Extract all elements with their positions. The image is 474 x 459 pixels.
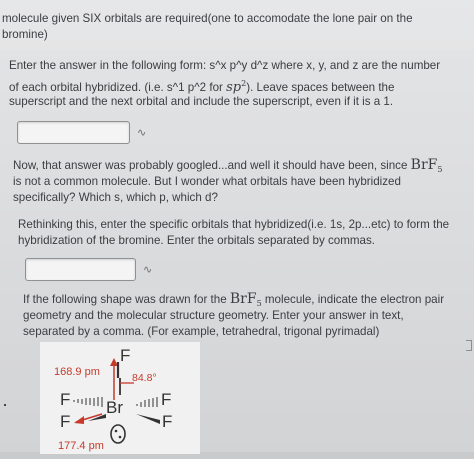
- brf5-molecule-figure: [40, 342, 200, 454]
- part3-line-1: Rethinking this, enter the specific orbitals that hybridized(i.e. 1s, 2p...etc) to form the: [18, 218, 450, 231]
- part4-line-2: geometry and the molecular structure geometry. Enter your answer in text,: [23, 309, 404, 322]
- right-hashed-bond: [137, 397, 157, 407]
- part2-line-2: is not a common molecule. But I wonder what orbitals have been hybridized: [13, 175, 401, 188]
- part1-line-1: Enter the answer in the following form: s^x p^y d^z where x, y, and z are the number: [9, 59, 441, 72]
- right-hashed-fluorine: F: [161, 390, 172, 409]
- intro-line-1: molecule given SIX orbitals are required(one to accomodate the lone pair on the: [2, 12, 413, 25]
- bottom-measure-arrowhead: [74, 416, 84, 424]
- brf-text: BrF: [229, 291, 257, 307]
- part1-line-2b: ). Leave spaces between the: [246, 81, 395, 94]
- brf5-formula: [230, 291, 262, 307]
- right-wedge-fluorine: F: [162, 412, 173, 431]
- lone-pair-electron: [115, 430, 118, 433]
- part2-line-1a: Now, that answer was probably googled...and well it should have been, since: [13, 159, 411, 172]
- bond-angle-label: 84.8°: [132, 372, 157, 384]
- right-wedge-bond: [136, 414, 160, 424]
- hybridization-answer-input[interactable]: [17, 121, 130, 144]
- left-hashed-bond: [74, 397, 102, 407]
- part4-line-3: separated by a comma. (For example, tetrahedral, trigonal pyrimadal): [23, 325, 380, 338]
- sp-exponent: 2: [241, 79, 247, 88]
- part2-line-3: specifically? Which s, which p, which d?: [13, 191, 218, 204]
- brf-subscript: 5: [437, 165, 443, 174]
- part4-line-1a: If the following shape was drawn for the: [23, 293, 230, 306]
- intro-line-2: bromine): [2, 28, 48, 41]
- top-measure-arrowhead: [110, 358, 118, 366]
- orbitals-answer-input[interactable]: [25, 258, 136, 281]
- lone-pair-electron: [119, 436, 122, 439]
- part1-line-2a: of each orbital hybridized. (i.e. s^1 p^2 for: [9, 81, 227, 94]
- spellcheck-icon[interactable]: ∿: [143, 263, 153, 276]
- spellcheck-icon[interactable]: ∿: [137, 126, 147, 139]
- left-wedge-fluorine: F: [60, 412, 71, 431]
- part1-line-3: superscript and the next orbital and include the superscript, even if it is a 1.: [9, 95, 394, 108]
- part3-line-2: hybridization of the bromine. Enter the orbitals separated by commas.: [18, 234, 376, 247]
- left-margin-dot: [4, 404, 6, 406]
- brf5-formula: [411, 157, 443, 173]
- bottom-bond-length-label: 177.4 pm: [58, 440, 104, 452]
- brf-subscript: 5: [256, 299, 262, 308]
- top-bond-length-label: 168.9 pm: [54, 366, 100, 378]
- left-hashed-fluorine: F: [60, 390, 71, 409]
- lone-pair-orbital: [111, 425, 125, 443]
- sp-notation: sp: [226, 80, 242, 95]
- axial-fluorine: F: [120, 346, 131, 365]
- part4-line-1b: molecule, indicate the electron pair: [261, 293, 445, 306]
- brf-text: BrF: [410, 157, 438, 173]
- part1-line-2: [9, 76, 394, 96]
- page-edge-mark: [466, 340, 472, 351]
- central-bromine: Br: [106, 398, 123, 417]
